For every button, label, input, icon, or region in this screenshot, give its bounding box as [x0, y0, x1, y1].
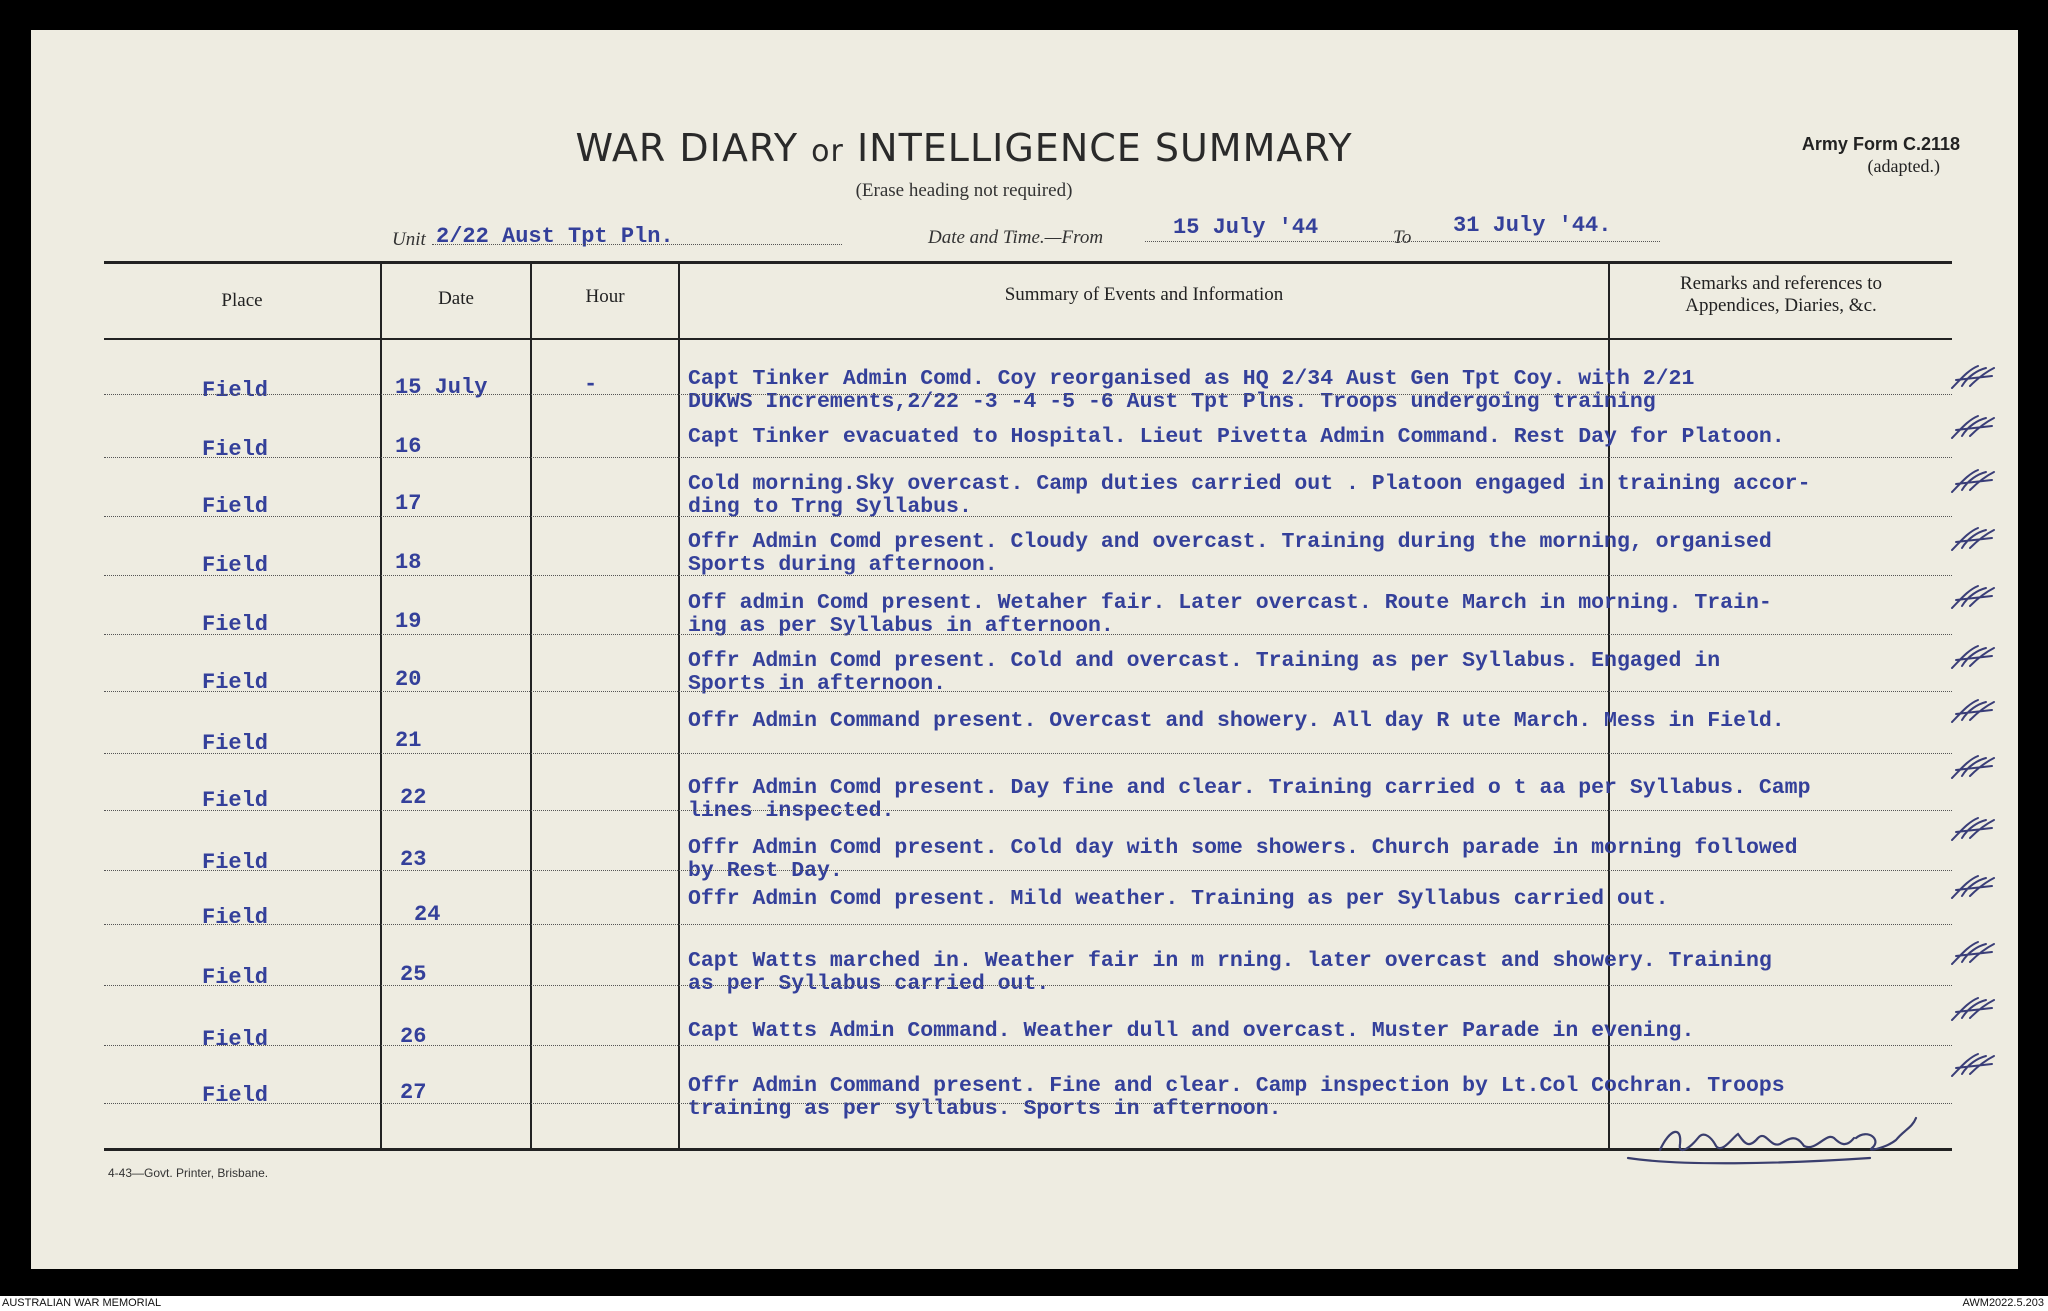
date-from-value: 15 July '44	[1173, 215, 1319, 240]
entry-place: Field	[202, 378, 269, 403]
initials-mark	[1948, 362, 2000, 392]
entry-summary-line: DUKWS Increments,2/22 -3 -4 -5 -6 Aust Tpt Plns. Troops undergoing training	[688, 390, 1656, 414]
entry-place: Field	[202, 905, 269, 930]
entry-dotline	[104, 575, 1952, 576]
entry-summary-line: lines inspected.	[688, 799, 895, 823]
entry-date: 16	[395, 434, 422, 459]
entry-date: 17	[395, 491, 422, 516]
entry-place: Field	[202, 437, 269, 462]
printer-footer: 4-43—Govt. Printer, Brisbane.	[108, 1166, 269, 1180]
entry-date: 27	[400, 1080, 427, 1105]
entry-place: Field	[202, 612, 269, 637]
entry-dotline	[104, 516, 1952, 517]
entry-summary-line: Offr Admin Command present. Fine and clear. Camp inspection by Lt.Col Cochran. Troops	[688, 1074, 1785, 1098]
initials-mark	[1948, 1050, 2000, 1080]
title-second: INTELLIGENCE SUMMARY	[856, 126, 1353, 170]
unit-label: Unit	[392, 229, 426, 250]
entry-place: Field	[202, 965, 269, 990]
entry-summary-line: Sports during afternoon.	[688, 553, 998, 577]
entry-place: Field	[202, 670, 269, 695]
archive-right: AWM2022.5.203	[1962, 1297, 2044, 1309]
initials-mark	[1948, 814, 2000, 844]
entry-dotline	[104, 870, 1952, 871]
title-main: WAR DIARY	[575, 126, 799, 170]
col-header-summary: Summary of Events and Information	[1004, 284, 1284, 305]
date-dotline	[1145, 241, 1660, 242]
remarks-line-2: Appendices, Diaries, &c.	[1685, 295, 1877, 316]
initials-mark	[1948, 938, 2000, 968]
entry-date: 19	[395, 609, 422, 634]
entry-dotline	[104, 691, 1952, 692]
form-adapted: (adapted.)	[1867, 156, 1940, 176]
entry-dotline	[104, 634, 1952, 635]
date-to-value: 31 July '44.	[1453, 213, 1612, 238]
entry-place: Field	[202, 788, 269, 813]
entry-summary-line: Offr Admin Comd present. Cold and overcast. Training as per Syllabus. Engaged in	[688, 649, 1721, 673]
entry-date: 20	[395, 667, 422, 692]
entry-summary-line: Offr Admin Comd present. Day fine and clear. Training carried o t aa per Syllabus. Camp	[688, 776, 1811, 800]
remarks-line-1: Remarks and references to	[1679, 273, 1883, 294]
entry-dotline	[104, 753, 1952, 754]
entry-date: 18	[395, 550, 422, 575]
entry-summary-line: Offr Admin Command present. Overcast and showery. All day R ute March. Mess in Field.	[688, 709, 1785, 733]
entry-summary-line: Capt Tinker evacuated to Hospital. Lieut Pivetta Admin Command. Rest Day for Platoon.	[688, 425, 1785, 449]
entry-summary-line: Offr Admin Comd present. Cold day with some showers. Church parade in morning followed	[688, 836, 1798, 860]
initials-mark	[1948, 412, 2000, 442]
entry-summary-line: Sports in afternoon.	[688, 672, 947, 696]
entry-summary-line: Capt Tinker Admin Comd. Coy reorganised as HQ 2/34 Aust Gen Tpt Coy. with 2/21	[688, 367, 1695, 391]
entry-summary-line: by Rest Day.	[688, 859, 843, 883]
entry-summary-line: Capt Watts Admin Command. Weather dull and overcast. Muster Parade in evening.	[688, 1019, 1695, 1043]
entry-summary-line: Capt Watts marched in. Weather fair in m rning. later overcast and showery. Training	[688, 949, 1772, 973]
col-rule-hour	[678, 263, 680, 1149]
entry-date: 24	[414, 902, 441, 927]
entry-summary-line: Off admin Comd present. Wetaher fair. Later overcast. Route March in morning. Train-	[688, 591, 1772, 615]
entry-summary-line: Cold morning.Sky overcast. Camp duties carried out . Platoon engaged in training accor-	[688, 472, 1811, 496]
entry-place: Field	[202, 553, 269, 578]
archive-strip	[0, 1296, 2048, 1311]
entry-date: 26	[400, 1024, 427, 1049]
col-header-place: Place	[221, 290, 263, 311]
entry-place: Field	[202, 1083, 269, 1108]
entry-summary-line: as per Syllabus carried out.	[688, 972, 1050, 996]
initials-mark	[1948, 696, 2000, 726]
col-header-date: Date	[438, 288, 474, 309]
initials-mark	[1948, 752, 2000, 782]
entry-place: Field	[202, 850, 269, 875]
entry-dotline	[104, 394, 1952, 395]
unit-value: 2/22 Aust Tpt Pln.	[436, 224, 674, 249]
entry-summary-line: ing as per Syllabus in afternoon.	[688, 614, 1114, 638]
form-number: Army Form C.2118	[1801, 134, 1960, 154]
entry-place: Field	[202, 494, 269, 519]
initials-mark	[1948, 582, 2000, 612]
title-or: or	[811, 134, 844, 169]
entry-hour: -	[584, 372, 598, 397]
entry-date: 15 July	[395, 375, 488, 400]
entry-dotline	[104, 1103, 1952, 1104]
entry-summary-line: Offr Admin Comd present. Cloudy and overcast. Training during the morning, organised	[688, 530, 1772, 554]
initials-mark	[1948, 872, 2000, 902]
entry-dotline	[104, 1045, 1952, 1046]
entry-date: 23	[400, 847, 427, 872]
initials-mark	[1948, 642, 2000, 672]
entry-summary-line: training as per syllabus. Sports in afternoon.	[688, 1097, 1282, 1121]
page-subtitle: (Erase heading not required)	[855, 180, 1073, 201]
signature-mark	[1620, 1108, 1950, 1170]
initials-mark	[1948, 524, 2000, 554]
entry-date: 22	[400, 785, 427, 810]
entry-date: 25	[400, 962, 427, 987]
initials-mark	[1948, 466, 2000, 496]
entry-date: 21	[395, 728, 422, 753]
archive-left: AUSTRALIAN WAR MEMORIAL	[2, 1297, 162, 1309]
entry-dotline	[104, 924, 1952, 925]
col-rule-place	[380, 263, 382, 1149]
unit-dotline	[432, 244, 842, 245]
col-header-remarks	[1610, 273, 1952, 317]
entry-dotline	[104, 810, 1952, 811]
date-to-label: To	[1393, 227, 1412, 248]
date-from-label: Date and Time.—From	[928, 227, 1104, 248]
entry-place: Field	[202, 1027, 269, 1052]
col-header-hour: Hour	[585, 286, 625, 307]
entry-summary-line: Offr Admin Comd present. Mild weather. Training as per Syllabus carried out.	[688, 887, 1669, 911]
col-rule-date	[530, 263, 532, 1149]
entry-dotline	[104, 457, 1952, 458]
page-title	[0, 126, 1988, 170]
initials-mark	[1948, 994, 2000, 1024]
entry-place: Field	[202, 731, 269, 756]
entry-dotline	[104, 985, 1952, 986]
entry-summary-line: ding to Trng Syllabus.	[688, 495, 972, 519]
